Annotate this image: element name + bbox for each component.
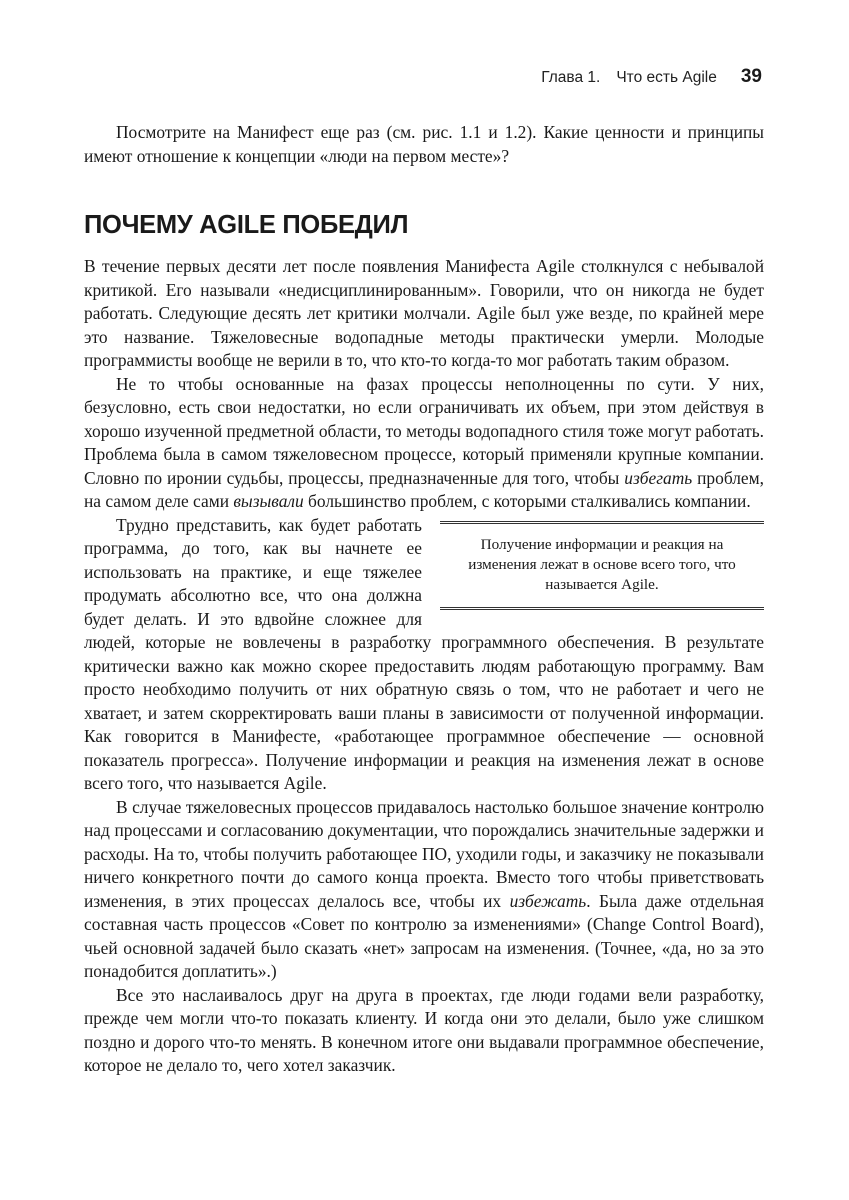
paragraph-2: Не то чтобы основанные на фазах процессы неполноценны по сути. У них, безусловно, есть свои недостатки, но если ограничивать их объем, при этом действуя в хорошо изученной предметной области, то методы водопадного стиля тоже могут работать. Проблема была в самом тяжеловесном процессе, который применяли крупные компании. Словно по иронии судьбы, процессы, предназначенные для того, чтобы избегать проблем, на самом деле сами вызывали большинство проблем, с которыми сталкивались компании. [84,373,764,511]
section-body [84,255,764,1078]
paragraph-4: В случае тяжеловесных процессов придавалось настолько большое значение контролю над процессами и согласованию документации, что порождались значительные задержки и расходы. На то, чтобы получить работающее ПО, уходили годы, и заказчику не показывали ничего конкретного почти до самого конца проекта. Вместо того чтобы приветствовать изменения, в этих процессах делалось все, чтобы их избежать. Была даже отдельная составная часть процессов «Совет по контролю за изменениями» (Change Control Board), чьей основной задачей было сказать «нет» запросам на изменения. (Точнее, «да, но за это понадобится доплатить».) [84,796,764,981]
emphasis-cause: вызывали [233,491,304,511]
running-header [541,66,762,88]
paragraph-5: Все это наслаивалось друг на друга в проектах, где люди годами вели разработку, прежде чем могли что-то показать клиенту. И когда они это делали, было уже слишком поздно и дорого что-то менять. В конечном итоге они выдавали программное обеспечение, которое не делало то, чего хотел заказчик. [84,984,764,1075]
chapter-title: Что есть Agile [616,69,717,86]
chapter-number: Глава 1. [541,69,601,86]
pull-quote: Получение информации и реакция на изменения лежат в основе всего того, что называется Agile. [440,521,764,610]
emphasis-avoid: избегать [624,467,693,488]
paragraph-1: В течение первых десяти лет после появления Манифеста Agile столкнулся с небывалой критикой. Его называли «недисциплинированным». Говорили, что он никогда не будет работать. Следующие десять лет критики молчали. Agile был уже везде, по крайней мере это название. Тяжеловесные водопадные методы практически умерли. Молодые программисты вообще не верили в то, что кто-то когда-то мог работать таким образом. [84,256,764,370]
page-number: 39 [740,66,762,87]
section-heading: ПОЧЕМУ AGILE ПОБЕДИЛ [84,211,409,239]
paragraph-3: Трудно представить, как будет работать программа, до того, как вы начнете ее использовать на практике, и еще тяжелее продумать абсолютно все, что она должна будет делать. И это вдвойне сложнее для людей, которые не вовлечены в разработку программного обеспечения. В результате критически важно как можно скорее предоставить людям работающую программу. Вам просто необходимо получить от них обратную связь о том, что не работает и чего не хватает, и затем скорректировать ваши планы в зависимости от полученной информации. Как говорится в Манифесте, «работающее программное обеспечение — основной показатель прогресса». Получение информации и реакция на изменения лежат в основе всего того, что называется Agile. [84,514,764,793]
intro-paragraph: Посмотрите на Манифест еще раз (см. рис. 1.1 и 1.2). Какие ценности и принципы имеют отношение к концепции «люди на первом месте»? [84,122,764,166]
emphasis-avoid-change: избежать [509,890,587,911]
